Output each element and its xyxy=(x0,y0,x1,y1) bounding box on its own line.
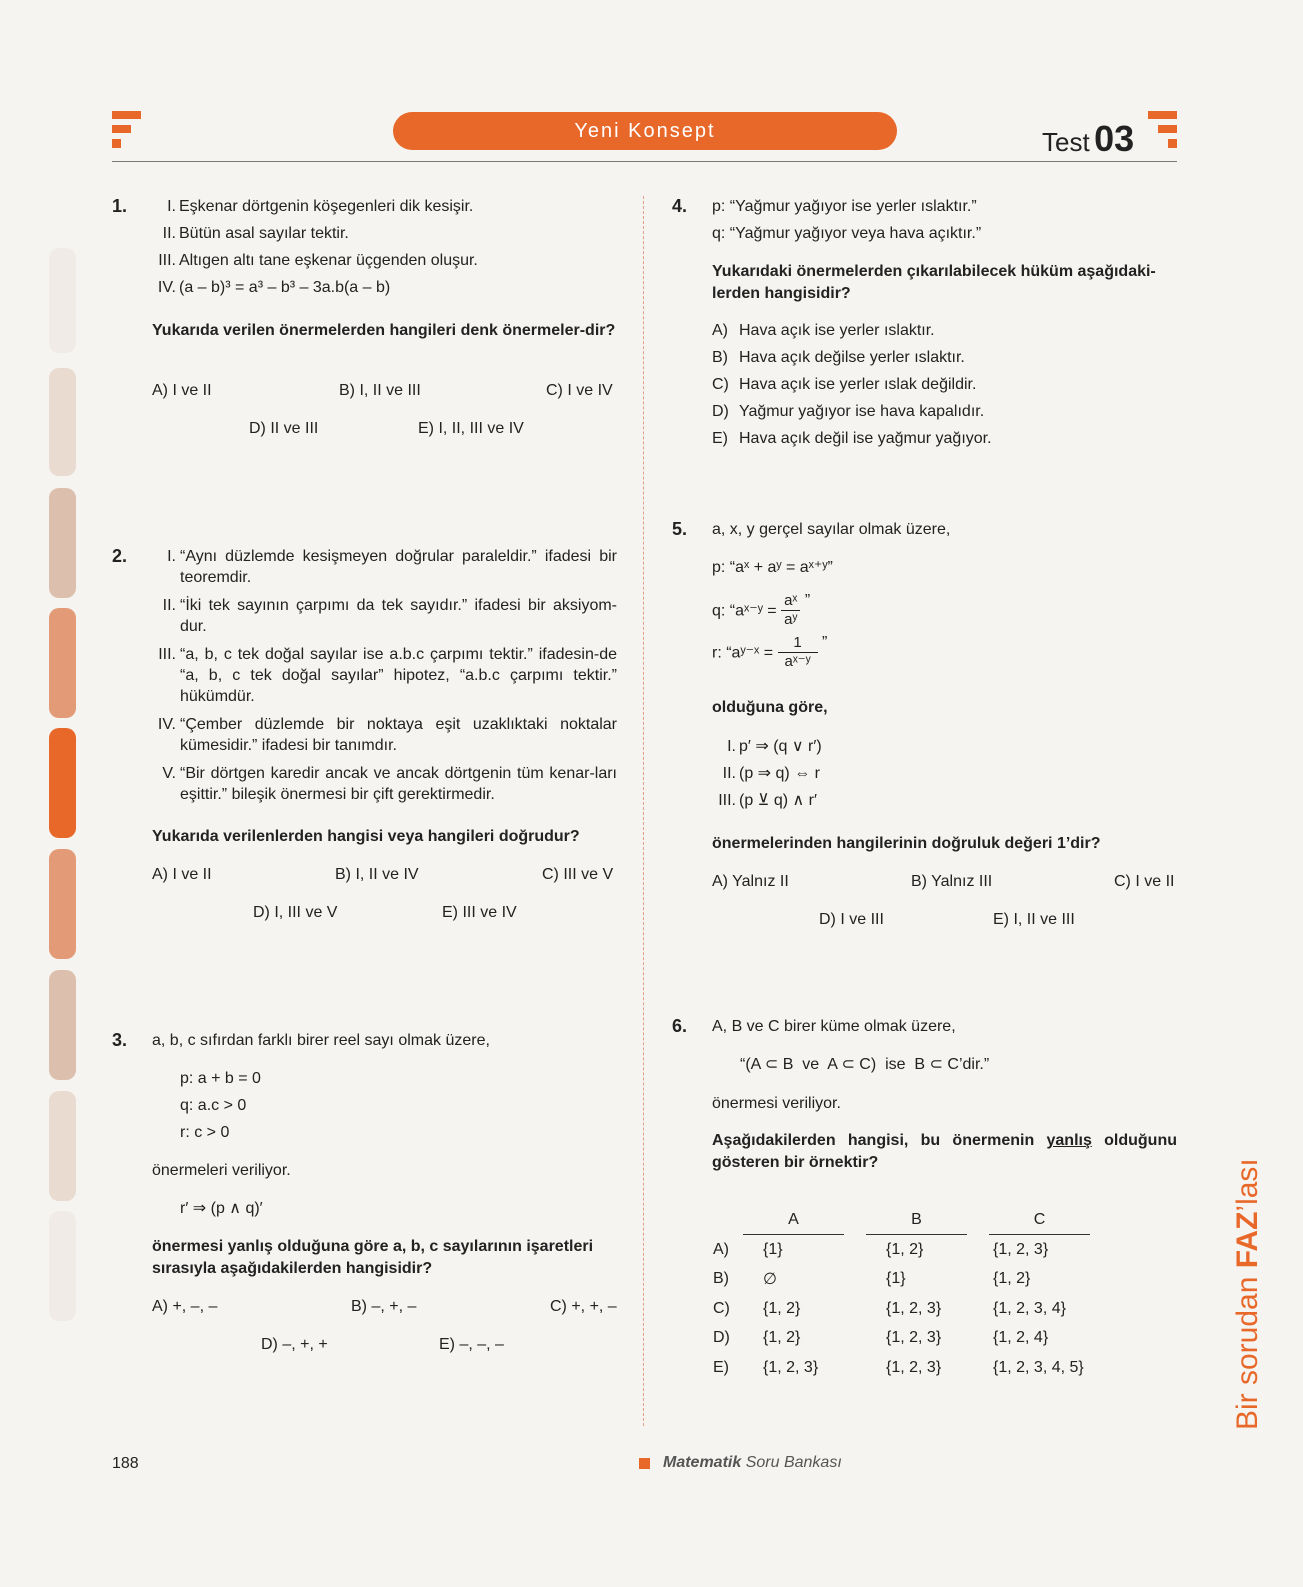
test-number: 03 xyxy=(1094,118,1135,159)
q4-options xyxy=(712,320,992,455)
table-header-b: B xyxy=(866,1205,967,1235)
q3-number: 3. xyxy=(112,1030,128,1050)
q3-option-b[interactable]: B) –, +, – xyxy=(351,1298,417,1315)
q5-r-fraction: $\frac{1}{\text{aˣ⁻ʸ}}$ xyxy=(778,634,818,671)
header-rule xyxy=(112,161,1177,162)
side-tab-1 xyxy=(49,248,76,353)
q3-intro: a, b, c sıfırdan farklı birer reel sayı olmak üzere, xyxy=(152,1032,490,1049)
q5-item: I. p′ ⇒ (q ∨ r′) xyxy=(727,738,822,755)
q4-option-d[interactable]: D) Yağmur yağıyor ise hava kapalıdır. xyxy=(712,403,985,420)
side-slogan: Bir sorudan FAZ’lası xyxy=(1231,1158,1264,1430)
test-label xyxy=(1042,118,1134,160)
q6-statement: “(A ⊂ B ve A ⊂ C) ise B ⊂ C’dir.” xyxy=(740,1056,990,1073)
test-word: Test xyxy=(1042,127,1090,157)
q5-condition: olduğuna göre, xyxy=(712,699,828,716)
q1-item: IV. (a – b)³ = a³ – b³ – 3a.b(a – b) xyxy=(157,279,391,296)
q6-intro: A, B ve C birer küme olmak üzere, xyxy=(712,1018,956,1035)
q4-option-a[interactable]: A) Hava açık ise yerler ıslaktır. xyxy=(712,322,935,339)
q3-given: önermeleri veriliyor. xyxy=(152,1162,291,1179)
q2-number: 2. xyxy=(112,546,128,566)
q5-q: q: “aˣ⁻ʸ = $\frac{\text{aˣ}}{\text{aʸ}}$ ” xyxy=(712,592,811,628)
q5-q-fraction: $\frac{\text{aˣ}}{\text{aʸ}}$ xyxy=(781,592,800,629)
q3-prop-p: p: a + b = 0 xyxy=(180,1070,261,1087)
q5-r: r: “aʸ⁻ˣ = $\frac{1}{\text{aˣ⁻ʸ}}$ ” xyxy=(712,634,828,670)
side-tab-9 xyxy=(49,1211,76,1321)
q5-option-a[interactable]: A) Yalnız II xyxy=(712,873,789,890)
footer-square-icon xyxy=(639,1458,650,1469)
table-row[interactable]: B) ∅ {1} {1, 2} xyxy=(713,1270,1031,1289)
q1-question: Yukarıda verilen önermelerden hangileri denk önermeler-dir? xyxy=(152,322,616,339)
q2-option-d[interactable]: D) I, III ve V xyxy=(253,904,338,921)
q4-q: q: “Yağmur yağıyor veya hava açıktır.” xyxy=(712,225,982,242)
q2-item: V. “Bir dörtgen karedir ancak ve ancak dörtgenin tüm kenar-ları eşittir.” bileşik önermesi bir çift gerektirmedir. xyxy=(162,765,617,803)
table-row[interactable]: E) {1, 2, 3} {1, 2, 3} {1, 2, 3, 4, 5} xyxy=(713,1358,1084,1376)
q5-option-b[interactable]: B) Yalnız III xyxy=(911,873,993,890)
side-tab-3 xyxy=(49,488,76,598)
q5-option-d[interactable]: D) I ve III xyxy=(819,911,884,928)
q5-option-e[interactable]: E) I, II ve III xyxy=(993,911,1075,928)
side-tab-2 xyxy=(49,368,76,476)
q1-option-a[interactable]: A) I ve II xyxy=(152,382,212,399)
q5-intro: a, x, y gerçel sayılar olmak üzere, xyxy=(712,521,951,538)
q2-option-e[interactable]: E) III ve IV xyxy=(442,904,517,921)
page-number: 188 xyxy=(112,1455,139,1472)
footer-book-title: Matematik Soru Bankası xyxy=(663,1454,842,1471)
q4-option-b[interactable]: B) Hava açık değilse yerler ıslaktır. xyxy=(712,349,965,366)
q2-item: I. “Aynı düzlemde kesişmeyen doğrular paraleldir.” ifadesi bir teoremdir. xyxy=(167,548,617,586)
q6-given: önermesi veriliyor. xyxy=(712,1095,841,1112)
q1-item: II. Bütün asal sayılar tektir. xyxy=(162,225,349,242)
q4-option-c[interactable]: C) Hava açık ise yerler ıslak değildir. xyxy=(712,376,977,393)
q3-prop-r: r: c > 0 xyxy=(180,1124,230,1141)
q5-number: 5. xyxy=(672,519,688,539)
q3-expression: r′ ⇒ (p ∧ q)′ xyxy=(180,1200,263,1217)
q1-option-b[interactable]: B) I, II ve III xyxy=(339,382,421,399)
q4-number: 4. xyxy=(672,196,688,216)
table-row[interactable]: A) {1} {1, 2} {1, 2, 3} xyxy=(713,1240,1049,1258)
q1-option-d[interactable]: D) II ve III xyxy=(249,420,319,437)
q3-prop-q: q: a.c > 0 xyxy=(180,1097,247,1114)
q1-number: 1. xyxy=(112,196,128,216)
q5-question: önermelerinden hangilerinin doğruluk değeri 1’dir? xyxy=(712,835,1101,852)
q1-item: III. Altıgen altı tane eşkenar üçgenden oluşur. xyxy=(158,252,478,269)
q1-option-c[interactable]: C) I ve IV xyxy=(546,382,613,399)
q3-option-c[interactable]: C) +, +, – xyxy=(550,1298,617,1315)
q5-item: II. (p ⇒ q) ⇔ r xyxy=(722,765,820,782)
side-tab-4 xyxy=(49,608,76,718)
q6-options-table xyxy=(713,1205,1090,1383)
q3-option-e[interactable]: E) –, –, – xyxy=(439,1336,504,1353)
q5-option-c[interactable]: C) I ve II xyxy=(1114,873,1175,890)
q6-number: 6. xyxy=(672,1016,688,1036)
q4-option-e[interactable]: E) Hava açık değil ise yağmur yağıyor. xyxy=(712,430,992,447)
q1-option-e[interactable]: E) I, II, III ve IV xyxy=(418,420,524,437)
q2-items xyxy=(152,546,617,805)
column-divider xyxy=(643,196,644,1426)
side-tab-7 xyxy=(49,970,76,1080)
q3-option-a[interactable]: A) +, –, – xyxy=(152,1298,218,1315)
q2-option-a[interactable]: A) I ve II xyxy=(152,866,212,883)
q2-option-b[interactable]: B) I, II ve IV xyxy=(335,866,419,883)
q5-item: III. (p ⊻ q) ∧ r′ xyxy=(718,792,817,809)
q4-p: p: “Yağmur yağıyor ise yerler ıslaktır.” xyxy=(712,198,977,215)
q2-item: III. “a, b, c tek doğal sayılar ise a.b.c çarpımı tektir.” ifadesin-de “a, b, c tek doğal sayılar” hipotez, “a.b.c çarpımı tektir.” hükümdür. xyxy=(158,646,617,705)
q2-option-c[interactable]: C) III ve V xyxy=(542,866,614,883)
side-tab-5 xyxy=(49,728,76,838)
q3-option-d[interactable]: D) –, +, + xyxy=(261,1336,328,1353)
q2-item: II. “İki tek sayının çarpımı da tek sayıdır.” ifadesi bir aksiyom-dur. xyxy=(162,597,617,635)
table-row[interactable]: D) {1, 2} {1, 2, 3} {1, 2, 4} xyxy=(713,1329,1049,1347)
q4-question: Yukarıdaki önermelerden çıkarılabilecek hüküm aşağıdaki-lerden hangisidir? xyxy=(712,263,1156,302)
q2-question: Yukarıda verilenlerden hangisi veya hangileri doğrudur? xyxy=(152,828,580,845)
table-row[interactable]: C) {1, 2} {1, 2, 3} {1, 2, 3, 4} xyxy=(713,1299,1066,1317)
side-tab-6 xyxy=(49,849,76,959)
q6-question: Aşağıdakilerden hangisi, bu önermenin yanlış olduğunu gösteren bir örnektir? xyxy=(712,1132,1177,1171)
q3-question: önermesi yanlış olduğuna göre a, b, c sayılarının işaretleri sırasıyla aşağıdakilerden hangisidir? xyxy=(152,1238,594,1277)
q2-item: IV. “Çember düzlemde bir noktaya eşit uzaklıktaki noktalar kümesidir.” ifadesi bir tanımdır. xyxy=(157,716,617,754)
side-tab-8 xyxy=(49,1091,76,1201)
q1-item: I. Eşkenar dörtgenin köşegenleri dik kesişir. xyxy=(167,198,474,215)
table-header-a: A xyxy=(743,1205,844,1235)
q5-p: p: “aˣ + aʸ = aˣ⁺ʸ” xyxy=(712,559,833,576)
table-header-c: C xyxy=(989,1205,1090,1235)
table-header-row xyxy=(713,1205,1090,1235)
banner-title: Yeni Konsept xyxy=(574,120,716,142)
